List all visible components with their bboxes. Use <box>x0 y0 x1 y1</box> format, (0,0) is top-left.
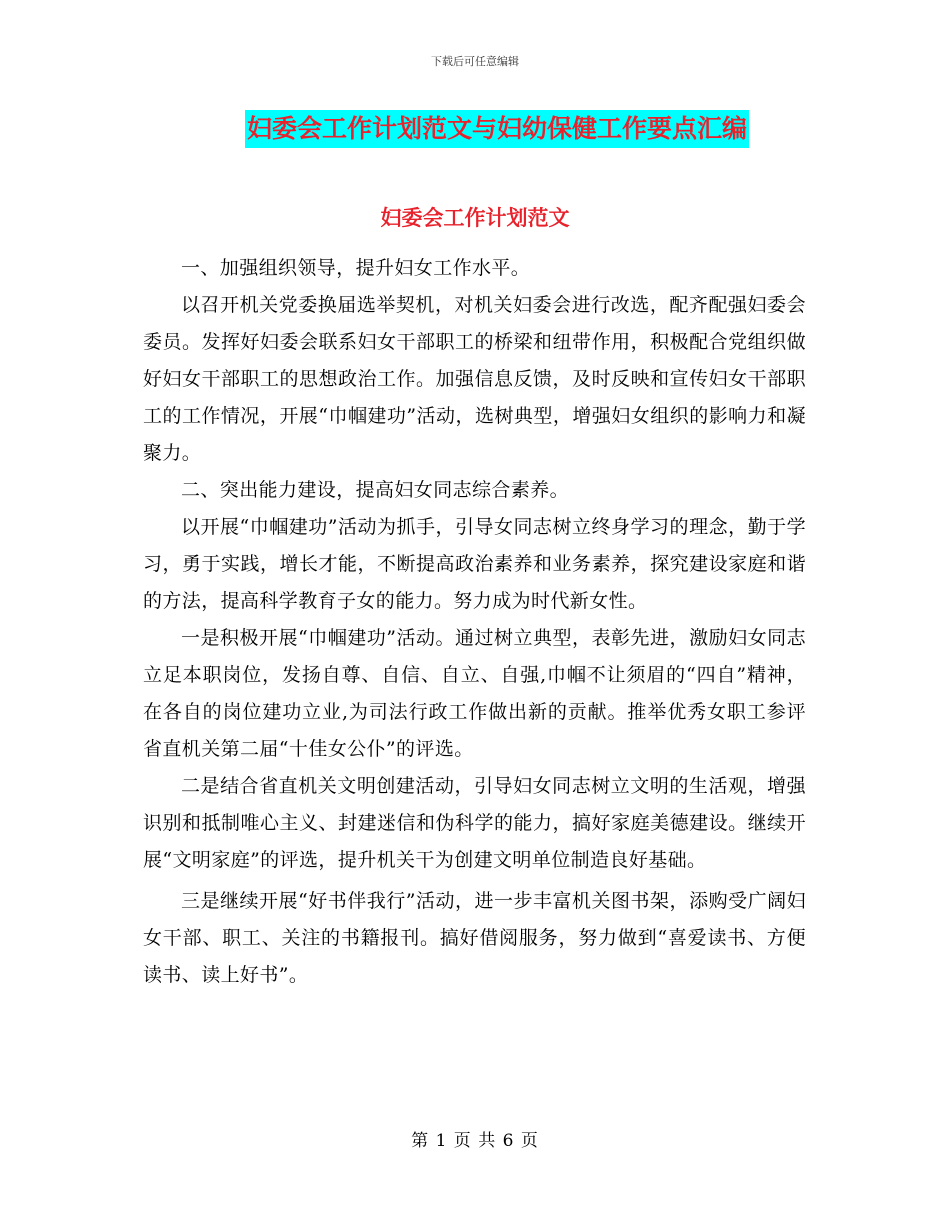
main-title: 妇委会工作计划范文与妇幼保健工作要点汇编 <box>245 110 749 148</box>
page-footer: 第 1 页 共 6 页 <box>411 1131 539 1151</box>
paragraph-2: 以开展“巾帼建功”活动为抓手，引导女同志树立终身学习的理念，勤于学习，勇于实践，增长才能，不断提高政治素养和业务素养，探究建设家庭和谐的方法，提高科学教育子女的能力。努力成为时代新女性。 <box>143 516 806 612</box>
main-title-wrap <box>0 110 950 148</box>
paragraph-3: 一是积极开展“巾帼建功”活动。通过树立典型，表彰先进，激励妇女同志立足本职岗位，发扬自尊、自信、自立、自强,巾帼不让须眉的“四自”精神，在各自的岗位建功立业,为司法行政工作做出新的贡献。推举优秀女职工参评省直机关第二届“十佳女公仆”的评选。 <box>143 627 806 760</box>
document-body <box>143 250 806 994</box>
paragraph-4: 二是结合省直机关文明创建活动，引导妇女同志树立文明的生活观，增强识别和抵制唯心主义、封建迷信和伪科学的能力，搞好家庭美德建设。继续开展“文明家庭”的评选，提升机关干为创建文明单位制造良好基础。 <box>143 775 806 871</box>
section-title: 妇委会工作计划范文 <box>380 205 570 230</box>
header-note: 下载后可任意编辑 <box>431 55 519 68</box>
paragraph-1: 以召开机关党委换届选举契机，对机关妇委会进行改选，配齐配强妇委会委员。发挥好妇委会联系妇女干部职工的桥梁和纽带作用，积极配合党组织做好妇女干部职工的思想政治工作。加强信息反馈，及时反映和宣传妇女干部职工的工作情况，开展“巾帼建功”活动，选树典型，增强妇女组织的影响力和凝聚力。 <box>143 294 806 464</box>
heading-2: 二、突出能力建设，提高妇女同志综合素养。 <box>181 479 570 501</box>
paragraph-5: 三是继续开展“好书伴我行”活动，进一步丰富机关图书架，添购受广阔妇女干部、职工、关注的书籍报刊。搞好借阅服务，努力做到“喜爱读书、方便读书、读上好书”。 <box>143 890 806 986</box>
heading-1: 一、加强组织领导，提升妇女工作水平。 <box>181 257 531 279</box>
